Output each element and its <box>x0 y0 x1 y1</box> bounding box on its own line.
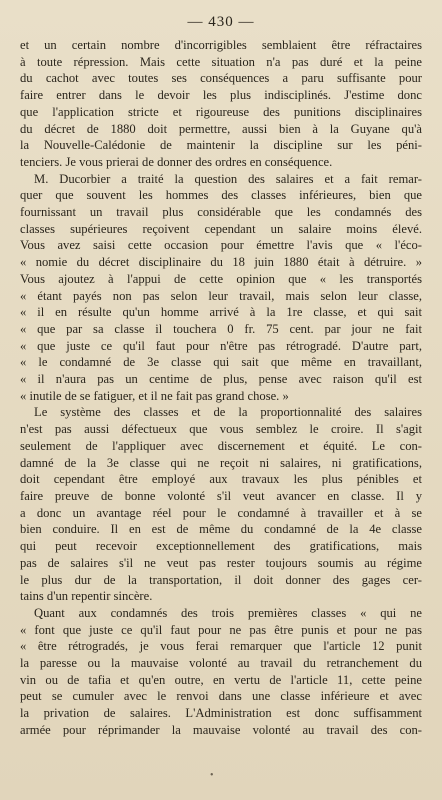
text-line: « il n'aura pas un centime de plus, pense avec raison qu'il est <box>20 372 422 387</box>
text-line: bien conduire. Il en est de même du condamné de la 4e classe <box>20 522 422 537</box>
text-line: « que par sa classe il touchera 0 fr. 75 cent. par jour ne fait <box>20 321 422 336</box>
text-line: « font que juste ce qu'il faut pour ne pas être punis et pour ne pas <box>20 622 422 637</box>
text-line: Vous ajoutez à l'appui de cette opinion que « les transportés <box>20 271 422 286</box>
text-line: fournissant un travail plus considérable que les condamnés des <box>20 205 422 220</box>
text-line: faire entrer dans le devoir les plus indisciplinés. J'estime donc <box>20 88 422 103</box>
text-line: la privation de salaires. L'Administration est donc suffisamment <box>20 706 422 721</box>
text-line: quer que souvent les hommes des classes inférieures, bien que <box>20 188 422 203</box>
text-line: « le condamné de 3e classe qui sait que même en travaillant, <box>20 355 422 370</box>
text-line: et un certain nombre d'incorrigibles semblaient être réfractaires <box>20 38 422 52</box>
text-line: seulement de l'appliquer avec discernement et équité. Le con- <box>20 438 422 453</box>
text-line: a donc un avantage réel pour le condamné à travailler et à se <box>20 505 422 520</box>
text-line: doit cependant être employé aux travaux les plus pénibles et <box>20 472 422 487</box>
text-line: Vous avez saisi cette occasion pour émettre l'avis que « l'éco- <box>20 238 422 253</box>
text-line: « inutile de se fatiguer, et il ne fait pas grand chose. » <box>20 388 289 403</box>
text-line: Quant aux condamnés des trois premières classes « qui ne <box>34 605 422 620</box>
text-line: M. Ducorbier a traité la question des salaires et a fait remar- <box>34 171 422 186</box>
text-line: « étant payés non pas selon leur travail, mais selon leur classe, <box>20 288 422 303</box>
text-line: damné de la 3e classe qui ne reçoit ni salaires, ni gratifications, <box>20 455 422 470</box>
text-line: vin ou de tafia et qu'en outre, en vertu de l'article 11, cette peine <box>20 672 422 687</box>
text-line: Le système des classes et de la proportionnalité des salaires <box>34 405 422 420</box>
text-line: « que juste ce qu'il faut pour n'être pas rétrogradé. D'autre part, <box>20 338 422 353</box>
text-line: « il en résulte qu'un homme arrivé à la 1re classe, et qui sait <box>20 305 422 320</box>
text-line: « nomie du décret disciplinaire du 18 juin 1880 était à détruire. » <box>20 255 422 270</box>
text-line: du cachot avec toutes ses conséquences a paru suffisante pour <box>20 71 422 86</box>
body-text <box>20 37 422 739</box>
text-line: la paresse ou la mauvaise volonté au travail du retranchement du <box>20 656 422 671</box>
text-line: à toute répression. Mais cette situation n'a pas duré et la peine <box>20 54 422 69</box>
text-line: tenciers. Je vous prierai de donner des ordres en conséquence. <box>20 154 333 169</box>
text-line: « être rétrogradés, je vous ferai remarquer que l'article 12 punit <box>20 639 422 654</box>
text-line: qui peut recevoir exceptionnellement des gratifications, mais <box>20 539 422 554</box>
page-number: — 430 — <box>187 14 255 30</box>
text-line: que l'application stricte et rigoureuse des punitions disciplinaires <box>20 104 422 119</box>
text-line: armée pour réprimander la mauvaise volonté au travail des con- <box>20 722 422 737</box>
text-line: du décret de 1880 doit permettre, aussi bien à la Guyane qu'à <box>20 121 422 136</box>
text-line: tains d'un repentir sincère. <box>20 589 153 604</box>
text-line: le plus dur de la transportation, il doit donner des gages cer- <box>20 572 422 587</box>
text-line: la Nouvelle-Calédonie de maintenir la discipline sur les péni- <box>20 138 422 153</box>
text-line: pas de salaires s'il ne veut pas rester toujours soumis au régime <box>20 555 422 570</box>
text-line: n'est pas aussi défectueux que vous semblez le croire. Il s'agit <box>20 422 422 437</box>
footer-mark: • <box>210 770 214 781</box>
text-line: faire preuve de bonne volonté s'il veut avancer en classe. Il y <box>20 488 422 503</box>
text-line: peut se cumuler avec le renvoi dans une classe inférieure et avec <box>20 689 422 704</box>
text-line: classes supérieures reçoivent cependant un salaire moins élevé. <box>20 221 422 236</box>
